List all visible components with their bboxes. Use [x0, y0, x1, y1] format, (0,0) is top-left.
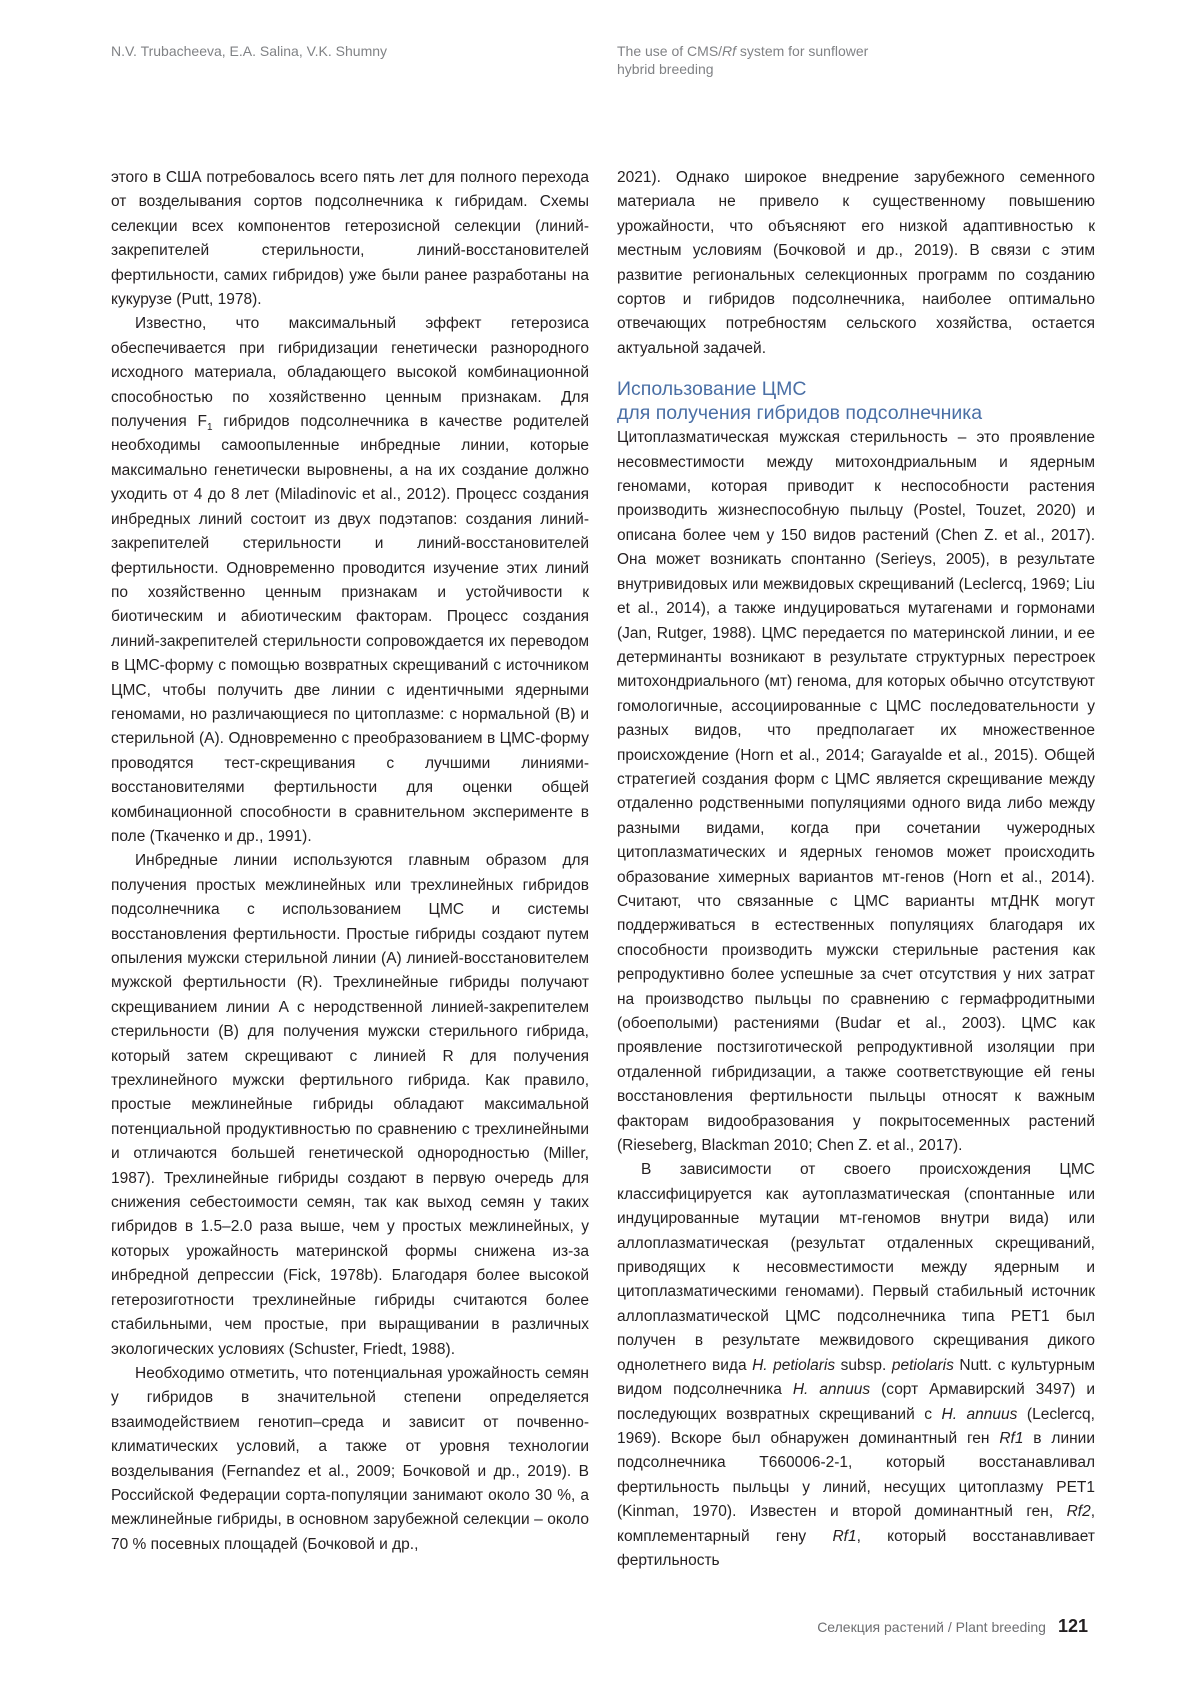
gene-rf1: Rf1: [999, 1429, 1024, 1447]
right-paragraph-3: [617, 1158, 1095, 1573]
left-p2-start: Известно, что максимальный эффект гетерозиса обеспечивается при гибридизации генетически разнородного исходного материала, обладающего высокой комбинационной способностью по хозяйственно ценным признакам. Для получения F: [111, 315, 589, 431]
header-title-start: The use of CMS/: [617, 43, 723, 59]
page-footer: [817, 1616, 1088, 1637]
subspecies-petiolaris: petiolaris: [891, 1356, 954, 1374]
rp3-c: Nutt. с культурным видом подсолнечника: [617, 1356, 1095, 1399]
right-paragraph-2: Цитоплазматическая мужская стерильность – это проявление несовместимости между митохондриальным и ядерным геномами, которая приводит к неспособности растения производить жизнеспособную пыльцу (Postel, Touzet, 2020) и описана более чем у 150 видов растений (Chen Z. et al., 2017). Она может возникать спонтанно (Serieys, 2005), в результате внутривидовых или межвидовых скрещиваний (Leclercq, 1969; Liu et al., 2014), а также индуцироваться мутагенами и гормонами (Jan, Rutger, 1988). ЦМС передается по материнской линии, и ее детерминанты возникают в результате структурных перестроек митохондриального (мт) генома, для которых обычно отсутствуют гомологичные, ассоциированные с ЦМС последовательности у разных видов, что предполагает их множественное происхождение (Horn et al., 2014; Garayalde et al., 2015). Общей стратегией создания форм с ЦМС является скрещивание между отдаленно родственными популяциями одного вида либо между разными видами, когда при сочетании чужеродных цитоплазматических и ядерных геномов может происходить образование химерных вариантов мт-генов (Horn et al., 2014). Считают, что связанные с ЦМС варианты мтДНК могут поддерживаться в естественных популяциях благодаря их способности производить мужски стерильные растения как репродуктивно более успешные за счет отсутствия у них затрат на производство пыльцы по сравнению с гермафродитными (обоеполыми) растениями (Budar et al., 2003). ЦМС как проявление постзиготической репродуктивной изоляции при отдаленной гибридизации, а также соответствующие ей гены восстановления фертильности пыльцы относят к важным факторам видообразования у покрытосеменных растений (Rieseberg, Blackman 2010; Chen Z. et al., 2017).: [617, 429, 1095, 1155]
rp3-b: subsp.: [835, 1356, 892, 1374]
left-paragraph-1: этого в США потребовалось всего пять лет для полного перехода от возделывания сортов подсолнечника к гибридам. Схемы селекции всех компонентов гетерозисной селекции (линий-закрепителей стерильности, линий-восстановителей фертильности, самих гибридов) уже были ранее разработаны на кукурузе (Putt, 1978).: [111, 169, 589, 309]
rp3-f: в линии подсолнечника T660006-2-1, который восстанавливал фертильность пыльцы у линий, несущих цитоплазму PET1 (Kinman, 1970). Известен и второй доминантный ген,: [617, 1429, 1095, 1521]
running-header-title: [617, 42, 917, 78]
species-h-annuus: H. annuus: [792, 1381, 871, 1399]
section-heading-line-2: для получения гибридов подсолнечника: [617, 402, 983, 425]
journal-section: Селекция растений / Plant breeding: [817, 1619, 1046, 1635]
left-paragraph-2: [111, 312, 589, 849]
rp3-d: (сорт Армавирский 3497) и последующих возвратных скрещиваний с: [617, 1381, 1095, 1423]
rp3-g: , комплементарный гену: [617, 1503, 1095, 1545]
section-heading: [617, 377, 1095, 425]
rp3-h: , который восстанавливает фертильность: [617, 1527, 1095, 1569]
rp3-a: В зависимости от своего происхождения ЦМС классифицируется как аутоплазматическая (спонтанные или индуцированные мутации мт-геномов внутри вида) или аллоплазматическая (результат отдаленных скрещиваний, приводящих к несовместимости между ядерным и цитоплазматическими геномами). Первый стабильный источник аллоплазматической ЦМС подсолнечника типа PET1 был получен в результате межвидового скрещивания дикого однолетнего вида: [617, 1161, 1095, 1374]
f1-subscript: 1: [206, 422, 213, 434]
header-title-end: system for sunflower: [736, 43, 869, 59]
page-number: 121: [1057, 1616, 1088, 1636]
section-heading-line-1: Использование ЦМС: [617, 378, 807, 401]
species-h-petiolaris: H. petiolaris: [752, 1356, 836, 1374]
gene-rf2: Rf2: [1066, 1503, 1091, 1521]
left-p2-end: гибридов подсолнечника в качестве родителей необходимы самоопыленные инбредные линии, которые максимально генетически выровнены, а на их создание должно уходить от 4 до 8 лет (Miladinovic et al., 2012). Процесс создания инбредных линий состоит из двух подэтапов: создания линий-закрепителей стерильности и линий-восстановителей фертильности. Одновременно проводится изучение этих линий по хозяйственно ценным признакам и устойчивости к биотическим и абиотическим факторам. Процесс создания линий-закрепителей стерильности сопровождается их переводом в ЦМС-форму с помощью возвратных скрещиваний с источником ЦМС, чтобы получить две линии с идентичными ядерными геномами, но различающиеся по цитоплазме: с нормальной (B) и стерильной (A). Одновременно с преобразованием в ЦМС-форму проводятся тест-скрещивания с лучшими линиями-восстановителями фертильности для оценки общей комбинационной способности в сравнительном эксперименте в поле (Ткаченко и др., 1991).: [111, 413, 589, 845]
running-header-authors: N.V. Trubacheeva, E.A. Salina, V.K. Shumny: [111, 43, 388, 59]
right-column: [617, 166, 1095, 1573]
right-paragraph-1: 2021). Однако широкое внедрение зарубежного семенного материала не привело к существенному повышению урожайности, что объясняют его низкой адаптивностью к местным условиям (Бочковой и др., 2019). В связи с этим развитие региональных селекционных программ по созданию сортов и гибридов подсолнечника, наиболее оптимально отвечающих потребностям сельского хозяйства, остается актуальной задачей.: [617, 169, 1095, 357]
left-paragraph-3: Инбредные линии используются главным образом для получения простых межлинейных или трехлинейных гибридов подсолнечника с использованием ЦМС и системы восстановления фертильности. Простые гибриды создают путем опыления мужски стерильной линии (A) линией-восстановителем мужской фертильности (R). Трехлинейные гибриды получают скрещиванием линии A с неродственной линией-закрепителем стерильности (B) для получения мужски стерильного гибрида, который затем скрещивают с линией R для получения трехлинейного мужски фертильного гибрида. Как правило, простые межлинейные гибриды обладают максимальной потенциальной продуктивностью по сравнению с трехлинейными и отличаются большей генетической однородностью (Miller, 1987). Трехлинейные гибриды создают в первую очередь для снижения себестоимости семян, так как выход семян у таких гибридов в 1.5–2.0 раза выше, чем у простых межлинейных, у которых урожайность материнской формы снижена из-за инбредной депрессии (Fick, 1978b). Благодаря более высокой гетерозиготности трехлинейные гибриды считаются более стабильными, чем простые, при выращивании в различных экологических условиях (Schuster, Friedt, 1988).: [111, 852, 589, 1358]
left-column: [111, 166, 589, 1557]
gene-rf1-2: Rf1: [832, 1527, 857, 1545]
species-h-annuus-2: H. annuus: [941, 1405, 1018, 1423]
rp3-e: (Leclercq, 1969). Вскоре был обнаружен доминантный ген: [617, 1405, 1095, 1447]
header-title-rf: Rf: [722, 43, 737, 59]
header-title-line2: hybrid breeding: [617, 61, 714, 77]
left-paragraph-4: Необходимо отметить, что потенциальная урожайность семян у гибридов в значительной степени определяется взаимодействием генотип–среда и зависит от почвенно-климатических условий, а также от уровня технологии возделывания (Fernandez et al., 2009; Бочковой и др., 2019). В Российской Федерации сорта-популяции занимают около 30 %, а межлинейные гибриды, в основном зарубежной селекции – около 70 % посевных площадей (Бочковой и др.,: [111, 1364, 589, 1553]
